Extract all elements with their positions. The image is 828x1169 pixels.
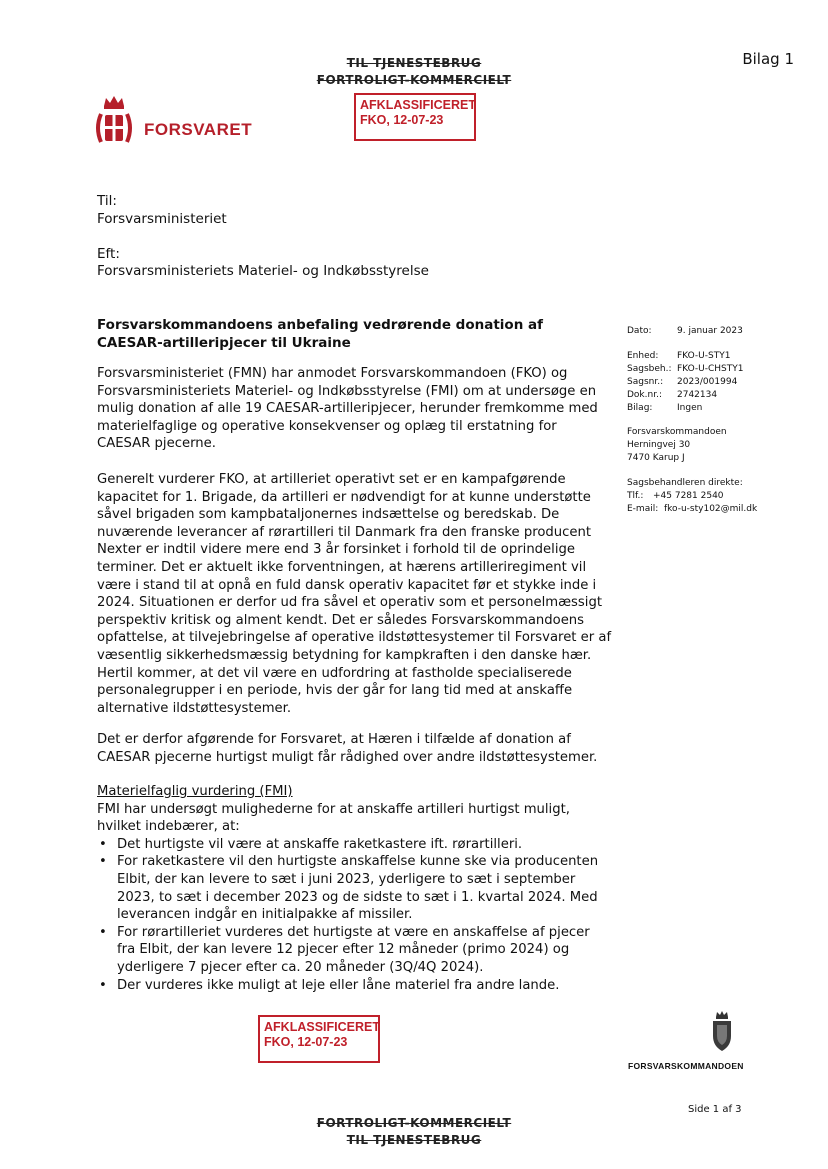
logo-text: FORSVARET: [144, 120, 253, 139]
meta-value: FKO-U-CHSTY1: [677, 364, 744, 374]
stamp-line-1: AFKLASSIFICERET: [360, 98, 476, 112]
org-name: Forsvarskommandoen: [627, 427, 727, 437]
org-street: Herningvej 30: [627, 440, 691, 450]
footer-logo-text: FORSVARSKOMMANDOEN: [628, 1061, 744, 1071]
phone-value: +45 7281 2540: [653, 491, 724, 501]
stamp-line-2: FKO, 12-07-23: [264, 1035, 348, 1049]
meta-key: Enhed:: [627, 351, 659, 361]
list-item: • For rørartilleriet vurderes det hurtigste at være en anskaffelse af pjecer fra Elbit, der kan levere 12 pjecer efter 12 måneder (primo 2024) og yderligere 7 pjecer efter ca. 20 måneder (3Q/4Q 2024).: [97, 924, 612, 977]
list-item: • Der vurderes ikke muligt at leje eller låne materiel fra andre lande.: [97, 977, 612, 995]
meta-value: 2023/001994: [677, 377, 738, 387]
to-value: Forsvarsministeriet: [97, 211, 227, 227]
classification-top-1: TIL TJENESTEBRUG: [346, 56, 482, 70]
meta-key: Sagsbeh.:: [627, 364, 672, 374]
contact-info: [627, 477, 757, 516]
case-info: [627, 350, 744, 415]
coat-of-arms-icon: [710, 1010, 734, 1052]
section-materiel: [97, 783, 612, 994]
date-value: 9. januar 2023: [677, 326, 743, 336]
document-title: Forsvarskommandoens anbefaling vedrørende donation af CAESAR-artilleripjecer til Ukraine: [97, 317, 543, 351]
meta-key: Dok.nr.:: [627, 390, 662, 400]
meta-value: FKO-U-STY1: [677, 351, 731, 361]
org-address: [627, 426, 727, 465]
eft-value: Forsvarsministeriets Materiel- og Indkøbsstyrelse: [97, 263, 429, 279]
phone-label: Tlf.:: [627, 491, 644, 501]
paragraph-1: Forsvarsministeriet (FMN) har anmodet Forsvarskommandoen (FKO) og Forsvarsministeriets Materiel- og Indkøbsstyrelse (FMI) om at undersøge en mulig donation af alle 19 CAESAR-artilleripjecer, herunder fremkomme med materielfaglige og operative konsekvenser og oplæg til erstatning for CAESAR pjecerne.: [97, 366, 598, 452]
eft-label: Eft:: [97, 246, 120, 262]
stamp-line-1: AFKLASSIFICERET: [264, 1020, 380, 1034]
section-heading: Materielfaglig vurdering (FMI): [97, 784, 293, 799]
classification-bottom-1: FORTROLIGT-KOMMERCIELT: [316, 1116, 512, 1130]
date-label: Dato:: [627, 326, 652, 336]
meta-value: 2742134: [677, 390, 718, 400]
declassified-stamp-bottom: [258, 1015, 380, 1063]
crown-shield-icon: [94, 94, 134, 150]
attachment-label: Bilag 1: [742, 50, 794, 68]
declassified-stamp-top: [354, 93, 476, 141]
paragraph-3: Det er derfor afgørende for Forsvaret, at Hæren i tilfælde af donation af CAESAR pjecerne hurtigst muligt får rådighed over andre ildstøttesystemer.: [97, 732, 598, 765]
list-item: • Det hurtigste vil være at anskaffe raketkastere ift. rørartilleri.: [97, 836, 612, 854]
page-number: Side 1 af 3: [688, 1104, 742, 1115]
meta-key: Bilag:: [627, 403, 653, 413]
to-label: Til:: [97, 193, 117, 209]
date-row: [627, 325, 743, 338]
stamp-line-2: FKO, 12-07-23: [360, 113, 444, 127]
email-label: E-mail:: [627, 504, 659, 514]
classification-bottom-2: TIL TJENESTEBRUG: [346, 1133, 482, 1147]
list-item: • For raketkastere vil den hurtigste anskaffelse kunne ske via producenten Elbit, der kan levere to sæt i juni 2023, yderligere to sæt i september 2023, to sæt i december 2023 og de sidste to sæt i 1. kvartal 2024. Med leverancen indgår en initialpakke af missiler.: [97, 853, 612, 923]
meta-value: Ingen: [677, 403, 703, 413]
bullet-list: [97, 836, 612, 994]
section-intro: FMI har undersøgt mulighederne for at anskaffe artilleri hurtigst muligt, hvilket indebærer, at:: [97, 801, 570, 835]
classification-top-2: FORTROLIGT-KOMMERCIELT: [316, 73, 512, 87]
paragraph-2: Generelt vurderer FKO, at artilleriet operativt set er en kampafgørende kapacitet for 1. Brigade, da artilleri er nødvendigt for at kunne understøtte såvel brigaden som kampbataljonernes indsættelse og beredskab. De nuværende leverancer af rørartilleri til Danmark fra den franske producent Nexter er indtil videre mere end 3 år forsinket i forhold til de oprindelige terminer. Det er aktuelt ikke forventningen, at hærens artilleriregiment vil være i stand til at opnå en fuld dansk operativ kapacitet før et stykke inde i 2024. Situationen er derfor ud fra såvel et operativ som et personelmæssigt perspektiv kritisk og alment kendt. Det er således Forsvarskommandoens opfattelse, at tilvejebringelse af operative ildstøttesystemer til Forsvaret er af væsentlig sikkerhedsmæssig betydning for kampkraften i den danske hær. Hertil kommer, at det vil være en udfordring at fastholde specialiserede personalegrupper i en periode, hvis der går for lang tid med at anskaffe alternative ildstøttesystemer.: [97, 472, 612, 716]
contact-title: Sagsbehandleren direkte:: [627, 478, 743, 488]
email-value: fko-u-sty102@mil.dk: [664, 504, 758, 514]
org-city: 7470 Karup J: [627, 453, 685, 463]
forsvaret-logo: [94, 94, 254, 154]
meta-key: Sagsnr.:: [627, 377, 664, 387]
